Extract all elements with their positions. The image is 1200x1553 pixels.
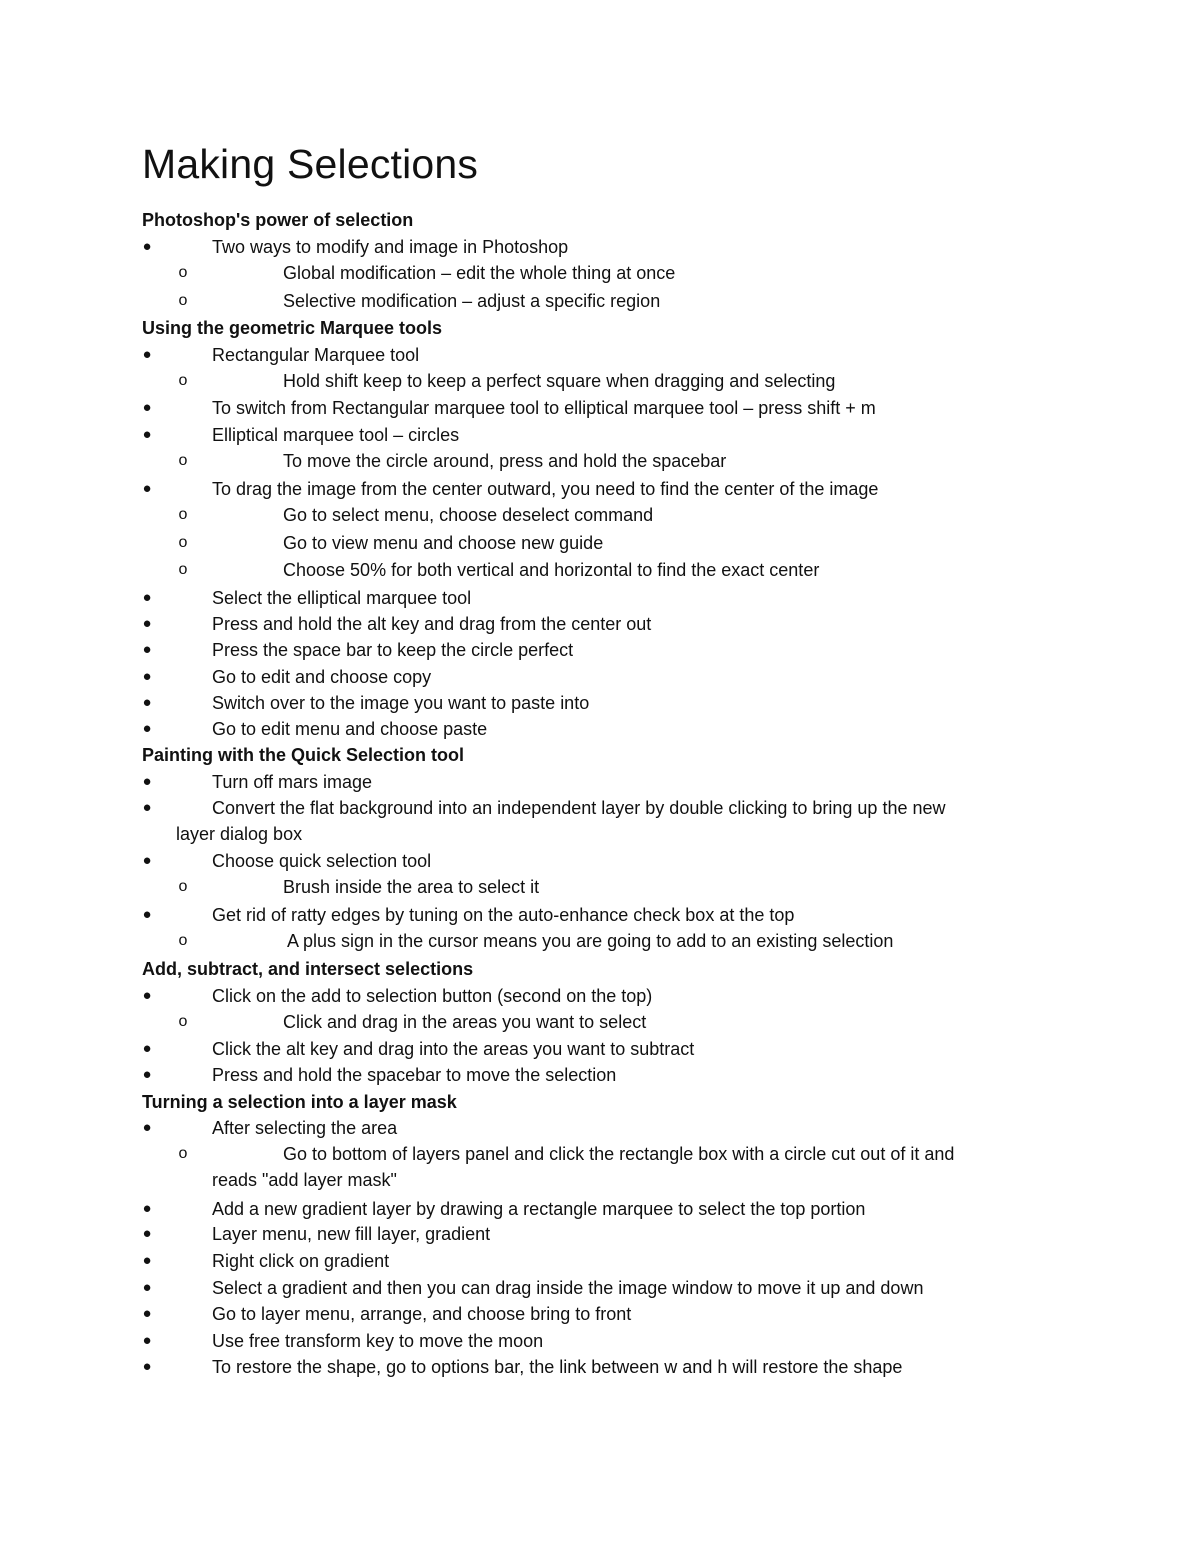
- circle-bullet-icon: o: [178, 932, 188, 949]
- section-heading: Turning a selection into a layer mask: [142, 1092, 457, 1112]
- bullet-icon: ●: [142, 1305, 152, 1322]
- bullet-icon: ●: [142, 1119, 152, 1136]
- bullet-icon: ●: [142, 399, 152, 416]
- list-item-text: Press the space bar to keep the circle perfect: [212, 640, 574, 660]
- list-item-text: Choose quick selection tool: [212, 851, 432, 871]
- list-item-text: To switch from Rectangular marquee tool to elliptical marquee tool – press shift + m: [212, 398, 876, 418]
- bullet-icon: ●: [142, 1332, 152, 1349]
- list-item-text: To drag the image from the center outward, you need to find the center of the image: [212, 479, 879, 499]
- bullet-icon: ●: [142, 668, 152, 685]
- list-item-text: Elliptical marquee tool – circles: [212, 425, 460, 445]
- list-item-text-continuation: reads "add layer mask": [212, 1170, 397, 1190]
- list-item-text: Click on the add to selection button (second on the top): [212, 986, 653, 1006]
- bullet-icon: ●: [142, 1200, 152, 1217]
- list-item-text: Go to edit and choose copy: [212, 667, 432, 687]
- list-item-text: Brush inside the area to select it: [283, 877, 540, 897]
- bullet-icon: ●: [142, 641, 152, 658]
- bullet-icon: ●: [142, 694, 152, 711]
- bullet-icon: ●: [142, 426, 152, 443]
- bullet-icon: ●: [142, 773, 152, 790]
- list-item-text: Select a gradient and then you can drag inside the image window to move it up and down: [212, 1278, 924, 1298]
- list-item-text: Go to edit menu and choose paste: [212, 719, 488, 739]
- section-heading: Add, subtract, and intersect selections: [142, 959, 474, 979]
- bullet-icon: ●: [142, 238, 152, 255]
- document-title: Making Selections: [142, 141, 479, 187]
- list-item-text: Switch over to the image you want to paste into: [212, 693, 590, 713]
- bullet-icon: ●: [142, 1040, 152, 1057]
- circle-bullet-icon: o: [178, 292, 188, 309]
- bullet-icon: ●: [142, 852, 152, 869]
- list-item-text: Hold shift keep to keep a perfect square when dragging and selecting: [283, 371, 836, 391]
- circle-bullet-icon: o: [178, 1013, 188, 1030]
- list-item-text: Click the alt key and drag into the areas you want to subtract: [212, 1039, 695, 1059]
- list-item-text: To move the circle around, press and hold the spacebar: [283, 451, 727, 471]
- bullet-icon: ●: [142, 1279, 152, 1296]
- list-item-text: Rectangular Marquee tool: [212, 345, 420, 365]
- list-item-text: Add a new gradient layer by drawing a rectangle marquee to select the top portion: [212, 1199, 866, 1219]
- section-heading: Using the geometric Marquee tools: [142, 318, 443, 338]
- list-item-text: Press and hold the spacebar to move the selection: [212, 1065, 617, 1085]
- list-item-text: Global modification – edit the whole thing at once: [283, 263, 676, 283]
- list-item-text: Go to layer menu, arrange, and choose bring to front: [212, 1304, 632, 1324]
- bullet-icon: ●: [142, 720, 152, 737]
- bullet-icon: ●: [142, 589, 152, 606]
- circle-bullet-icon: o: [178, 561, 188, 578]
- list-item-text: Select the elliptical marquee tool: [212, 588, 472, 608]
- bullet-icon: ●: [142, 1225, 152, 1242]
- bullet-icon: ●: [142, 615, 152, 632]
- section-heading: Painting with the Quick Selection tool: [142, 745, 465, 765]
- list-item-text: Choose 50% for both vertical and horizontal to find the exact center: [283, 560, 820, 580]
- bullet-icon: ●: [142, 480, 152, 497]
- list-item-text: Right click on gradient: [212, 1251, 390, 1271]
- list-item-text: Use free transform key to move the moon: [212, 1331, 544, 1351]
- bullet-icon: ●: [142, 1252, 152, 1269]
- circle-bullet-icon: o: [178, 452, 188, 469]
- bullet-icon: ●: [142, 1358, 152, 1375]
- circle-bullet-icon: o: [178, 1145, 188, 1162]
- list-item-text: Go to view menu and choose new guide: [283, 533, 604, 553]
- bullet-icon: ●: [142, 987, 152, 1004]
- list-item-text: Convert the flat background into an independent layer by double clicking to bring up the new: [212, 798, 946, 818]
- bullet-icon: ●: [142, 1066, 152, 1083]
- list-item-text: After selecting the area: [212, 1118, 398, 1138]
- list-item-text: Layer menu, new fill layer, gradient: [212, 1224, 491, 1244]
- bullet-icon: ●: [142, 799, 152, 816]
- list-item-text: Get rid of ratty edges by tuning on the auto-enhance check box at the top: [212, 905, 795, 925]
- list-item-text: To restore the shape, go to options bar, the link between w and h will restore the shape: [212, 1357, 903, 1377]
- list-item-text-continuation: layer dialog box: [176, 824, 303, 844]
- list-item-text: A plus sign in the cursor means you are going to add to an existing selection: [287, 931, 894, 951]
- list-item-text: Go to bottom of layers panel and click the rectangle box with a circle cut out of it and: [283, 1144, 955, 1164]
- list-item-text: Two ways to modify and image in Photoshop: [212, 237, 569, 257]
- bullet-icon: ●: [142, 346, 152, 363]
- circle-bullet-icon: o: [178, 534, 188, 551]
- circle-bullet-icon: o: [178, 506, 188, 523]
- bullet-icon: ●: [142, 906, 152, 923]
- list-item-text: Press and hold the alt key and drag from the center out: [212, 614, 652, 634]
- list-item-text: Turn off mars image: [212, 772, 373, 792]
- list-item-text: Go to select menu, choose deselect command: [283, 505, 654, 525]
- section-heading: Photoshop's power of selection: [142, 210, 414, 230]
- circle-bullet-icon: o: [178, 372, 188, 389]
- circle-bullet-icon: o: [178, 878, 188, 895]
- list-item-text: Selective modification – adjust a specific region: [283, 291, 661, 311]
- circle-bullet-icon: o: [178, 264, 188, 281]
- list-item-text: Click and drag in the areas you want to select: [283, 1012, 647, 1032]
